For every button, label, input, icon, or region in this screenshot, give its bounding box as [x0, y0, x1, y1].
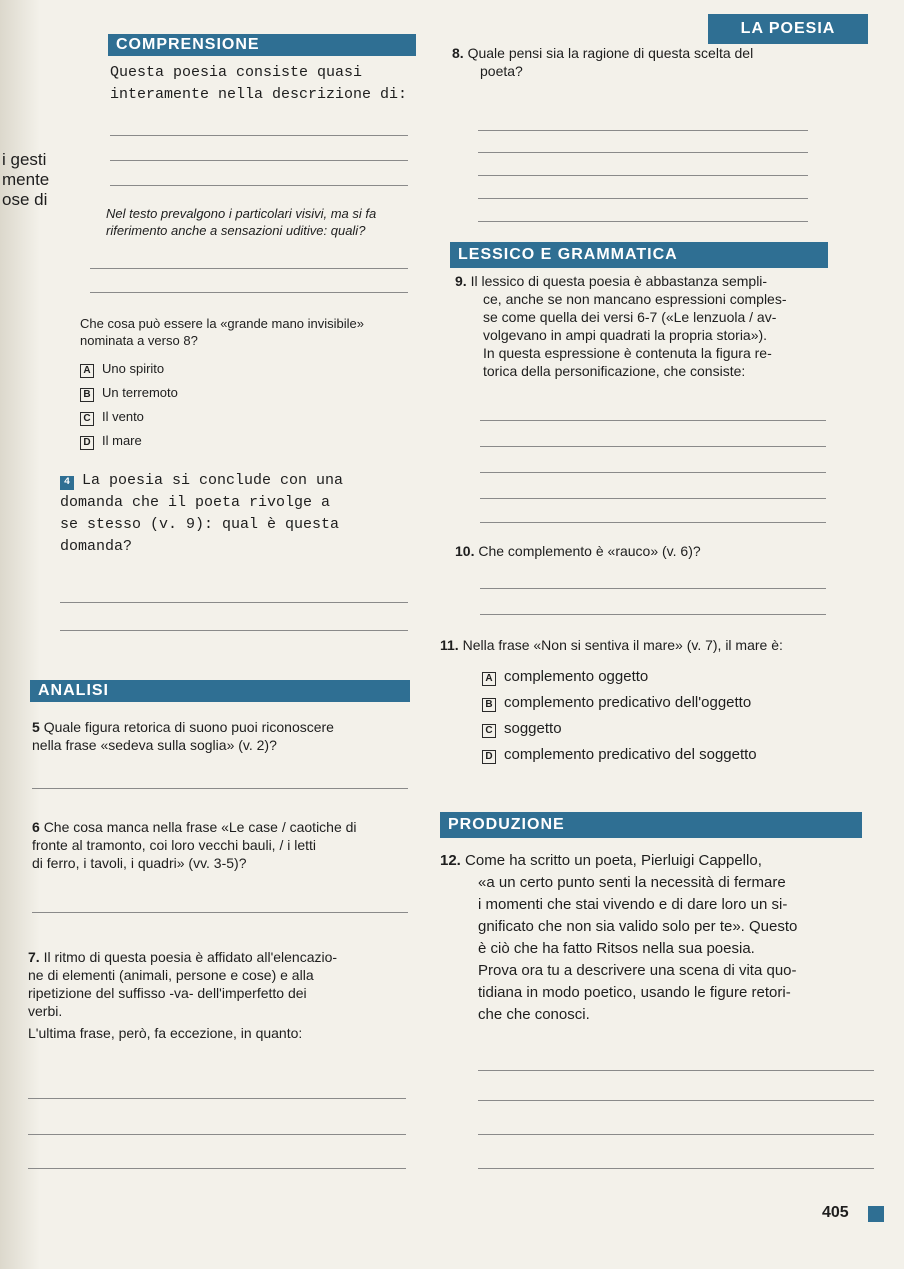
question-line: nella frase «sedeva sulla soglia» (v. 2)?: [32, 737, 277, 753]
option-d[interactable]: [482, 744, 862, 770]
question-line: Prova ora tu a descrivere una scena di vita quo-: [478, 962, 797, 979]
answer-line[interactable]: [480, 420, 826, 421]
question-line: Che cosa manca nella frase «Le case / caotiche di: [43, 819, 357, 835]
q11-options: [482, 666, 862, 770]
answer-line[interactable]: [480, 522, 826, 523]
answer-line[interactable]: [60, 602, 408, 603]
question-line: riferimento anche a sensazioni uditive: quali?: [106, 223, 366, 238]
answer-line[interactable]: [478, 221, 808, 222]
answer-line[interactable]: [28, 1134, 406, 1135]
question-number: 11.: [440, 637, 459, 653]
answer-line[interactable]: [32, 788, 408, 789]
option-letter: D: [482, 750, 496, 764]
answer-line[interactable]: [110, 160, 408, 161]
question-line: torica della personificazione, che consiste:: [483, 363, 746, 379]
question-line: gnificato che non sia valido solo per te». Questo: [478, 918, 798, 935]
question-line: ripetizione del suffisso -va- dell'imperfetto dei: [28, 985, 307, 1001]
question-number: 10.: [455, 543, 475, 559]
question-line: i momenti che stai vivendo e di dare loro un si-: [478, 896, 788, 913]
question-line: verbi.: [28, 1003, 63, 1019]
question-12: [440, 850, 880, 1026]
answer-line[interactable]: [110, 185, 408, 186]
question-line: se stesso (v. 9): qual è questa: [60, 516, 340, 533]
option-b[interactable]: [80, 384, 178, 408]
question-line: Come ha scritto un poeta, Pierluigi Cappello,: [465, 852, 762, 869]
hand-options: [80, 360, 178, 456]
question-line: Questa poesia consiste quasi: [110, 64, 363, 81]
answer-line[interactable]: [28, 1168, 406, 1169]
margin-fragments: [2, 150, 49, 210]
question-line: ce, anche se non mancano espressioni comples-: [483, 291, 787, 307]
option-text: Uno spirito: [102, 361, 165, 376]
option-letter: B: [482, 698, 496, 712]
answer-line[interactable]: [60, 630, 408, 631]
section-title: LA POESIA: [708, 14, 868, 44]
option-letter: C: [80, 412, 94, 426]
question-line: Nella frase «Non si sentiva il mare» (v. 7), il mare è:: [462, 637, 783, 653]
option-text: Il mare: [102, 433, 142, 448]
answer-line[interactable]: [478, 198, 808, 199]
page-number: 405: [822, 1204, 849, 1221]
answer-line[interactable]: [480, 614, 826, 615]
answer-line[interactable]: [28, 1098, 406, 1099]
question-10: [455, 542, 835, 560]
question-line: che che conosci.: [478, 1006, 590, 1023]
option-c[interactable]: [482, 718, 862, 744]
question-line: poeta?: [480, 63, 523, 79]
question-line: L'ultima frase, però, fa eccezione, in quanto:: [28, 1025, 303, 1041]
answer-line[interactable]: [478, 1134, 874, 1135]
option-letter: A: [482, 672, 496, 686]
question-line: Nel testo prevalgono i particolari visivi, ma si fa: [106, 206, 377, 221]
option-a[interactable]: [80, 360, 178, 384]
option-text: complemento predicativo dell'oggetto: [504, 694, 752, 711]
option-text: Il vento: [102, 409, 144, 424]
option-a[interactable]: [482, 666, 862, 692]
answer-line[interactable]: [480, 498, 826, 499]
question-number: 4: [60, 476, 74, 490]
option-c[interactable]: [80, 408, 178, 432]
question-number: 9.: [455, 273, 467, 289]
question-line: Che complemento è «rauco» (v. 6)?: [478, 543, 701, 559]
option-letter: C: [482, 724, 496, 738]
question-line: domanda?: [60, 538, 133, 555]
question-number: 8.: [452, 45, 464, 61]
margin-word: mente: [2, 170, 50, 189]
option-letter: D: [80, 436, 94, 450]
question-line: di ferro, i tavoli, i quadri» (vv. 3-5)?: [32, 855, 247, 871]
analisi-heading: ANALISI: [30, 680, 410, 702]
question-line: Che cosa può essere la «grande mano invisibile»: [80, 316, 365, 331]
option-text: Un terremoto: [102, 385, 178, 400]
question-number: 6: [32, 819, 40, 835]
question-line: Il lessico di questa poesia è abbastanza sempli-: [470, 273, 768, 289]
question-5: [32, 718, 422, 754]
question-line: Quale figura retorica di suono puoi riconoscere: [43, 719, 334, 735]
option-text: complemento oggetto: [504, 668, 649, 685]
answer-line[interactable]: [478, 130, 808, 131]
question-7: [28, 948, 433, 1042]
answer-line[interactable]: [478, 175, 808, 176]
question-line: Il ritmo di questa poesia è affidato all'elencazio-: [43, 949, 338, 965]
question-4: [60, 470, 420, 558]
option-b[interactable]: [482, 692, 862, 718]
question-line: volgevano in ampi quadrati la propria storia»).: [483, 327, 768, 343]
answer-line[interactable]: [478, 1100, 874, 1101]
question-line: La poesia si conclude con una: [82, 472, 344, 489]
option-text: soggetto: [504, 720, 562, 737]
question-line: domanda che il poeta rivolge a: [60, 494, 331, 511]
question-hand: [80, 315, 420, 349]
question-number: 12.: [440, 852, 461, 869]
answer-line[interactable]: [478, 152, 808, 153]
question-6: [32, 818, 432, 872]
option-d[interactable]: [80, 432, 178, 456]
question-line: tidiana in modo poetico, usando le figure retori-: [478, 984, 791, 1001]
comprensione-heading: COMPRENSIONE: [108, 34, 416, 56]
produzione-heading: PRODUZIONE: [440, 812, 862, 838]
question-line: Quale pensi sia la ragione di questa scelta del: [467, 45, 754, 61]
answer-line[interactable]: [90, 292, 408, 293]
margin-word: i gesti: [2, 150, 47, 169]
question-9: [455, 272, 835, 380]
answer-line[interactable]: [478, 1070, 874, 1071]
question-number: 5: [32, 719, 40, 735]
question-sense: [106, 205, 416, 239]
answer-line[interactable]: [478, 1168, 874, 1169]
option-text: complemento predicativo del soggetto: [504, 746, 757, 763]
question-line: se come quella dei versi 6-7 («Le lenzuola / av-: [483, 309, 777, 325]
answer-line[interactable]: [32, 912, 408, 913]
question-line: ne di elementi (animali, persone e cose) e alla: [28, 967, 314, 983]
question-11: [440, 636, 860, 654]
option-letter: B: [80, 388, 94, 402]
page-marker: [868, 1206, 884, 1222]
question-number: 7.: [28, 949, 40, 965]
lessico-heading: LESSICO E GRAMMATICA: [450, 242, 828, 268]
answer-line[interactable]: [110, 135, 408, 136]
question-line: è ciò che ha fatto Ritsos nella sua poesia.: [478, 940, 755, 957]
answer-line[interactable]: [90, 268, 408, 269]
question-line: fronte al tramonto, coi loro vecchi bauli, / i letti: [32, 837, 317, 853]
question-8: [452, 44, 832, 80]
question-line: nominata a verso 8?: [80, 333, 198, 348]
question-line: interamente nella descrizione di:: [110, 86, 408, 103]
answer-line[interactable]: [480, 472, 826, 473]
question-line: «a un certo punto senti la necessità di fermare: [478, 874, 786, 891]
question-line: In questa espressione è contenuta la figura re-: [483, 345, 772, 361]
option-letter: A: [80, 364, 94, 378]
answer-line[interactable]: [480, 588, 826, 589]
margin-word: ose di: [2, 190, 48, 209]
question-intro: [110, 62, 410, 106]
answer-line[interactable]: [480, 446, 826, 447]
